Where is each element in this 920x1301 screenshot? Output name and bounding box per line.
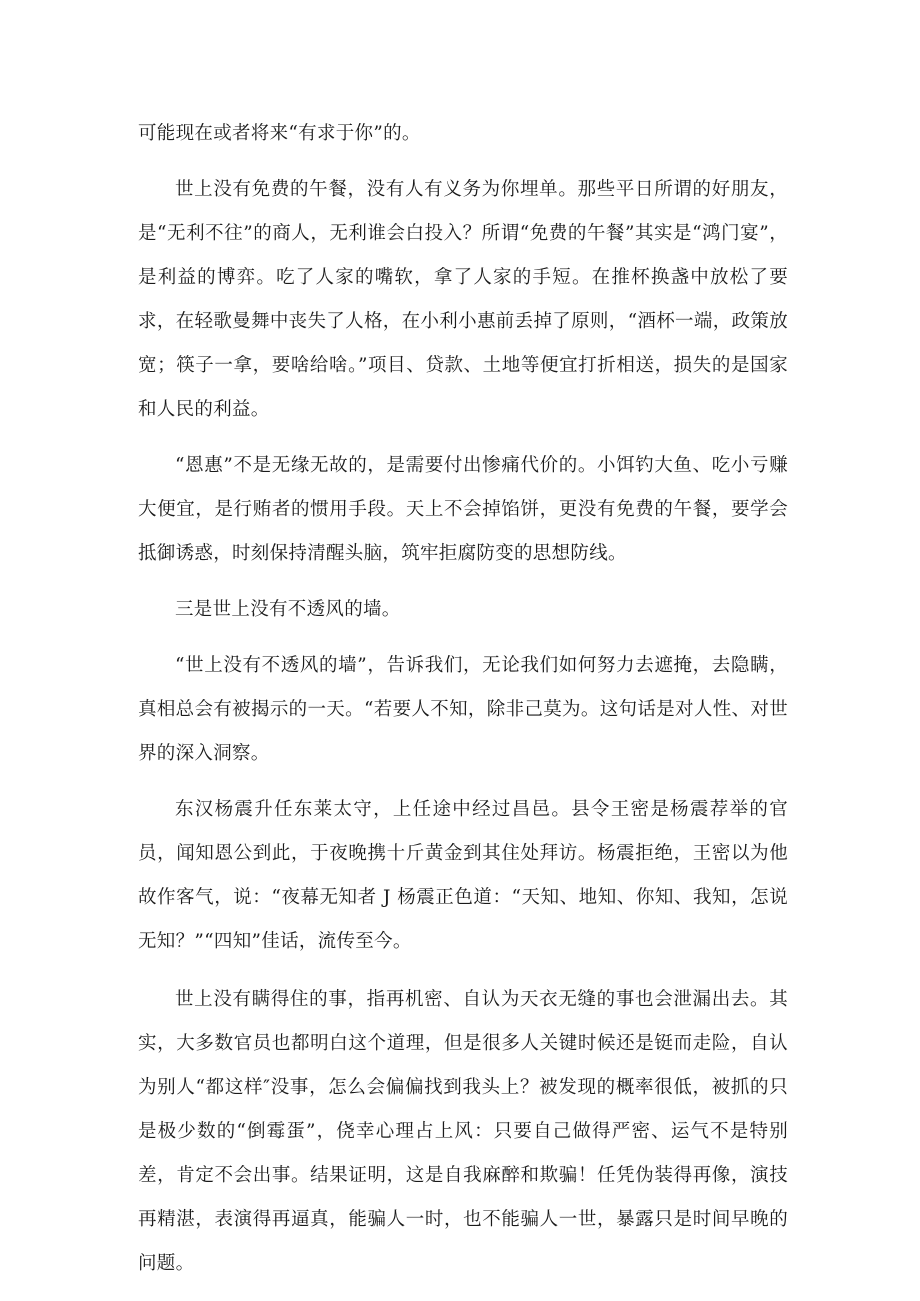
section-heading: 三是世上没有不透风的墙。 (175, 599, 401, 620)
paragraph: 东汉杨震升任东莱太守，上任途中经过昌邑。县令王密是杨震荐举的官员，闻知恩公到此，于夜晚携十斤黄金到其住处拜访。杨震拒绝，王密以为他故作客气，说：“夜幕无知者 J 杨震正色道：“天知、地知、你知、我知，怎说无知？”“四知”佳话，流传至今。 (138, 799, 788, 952)
paragraph: 可能现在或者将来“有求于你”的。 (138, 123, 421, 144)
paragraph: 世上没有免费的午餐，没有人有义务为你埋单。那些平日所谓的好朋友，是“无利不往”的商人，无利谁会白投入？所谓“免费的午餐”其实是“鸿门宴”，是利益的博弈。吃了人家的嘴软，拿了人家的手短。在推杯换盏中放松了要求，在轻歌曼舞中丧失了人格，在小利小惠前丢掉了原则，“酒杯一端，政策放宽；筷子一拿，要啥给啥。”项目、贷款、土地等便宜打折相送，损失的是国家和人民的利益。 (138, 179, 788, 420)
paragraph: “恩惠”不是无缘无故的，是需要付出惨痛代价的。小饵钓大鱼、吃小亏赚大便宜，是行贿者的惯用手段。天上不会掉馅饼，更没有免费的午餐，要学会抵御诱惑，时刻保持清醒头脑，筑牢拒腐防变的思想防线。 (138, 455, 788, 564)
document-body (138, 112, 788, 1286)
paragraph: “世上没有不透风的墙”，告诉我们，无论我们如何努力去遮掩，去隐瞒，真相总会有被揭示的一天。“若要人不知，除非己莫为。这句话是对人性、对世界的深入洞察。 (138, 655, 788, 764)
paragraph: 世上没有瞒得住的事，指再机密、自认为天衣无缝的事也会泄漏出去。其实，大多数官员也都明白这个道理，但是很多人关键时候还是铤而走险，自认为别人“都这样″没事，怎么会偏偏找到我头上？被发现的概率很低，被抓的只是极少数的“倒霉蛋”，侥幸心理占上风：只要自己做得严密、运气不是特别差，肯定不会出事。结果证明，这是自我麻醉和欺骗！任凭伪装得再像，演技再精湛，表演得再逼真，能骗人一时，也不能骗人一世，暴露只是时间早晚的问题。 (138, 989, 788, 1274)
